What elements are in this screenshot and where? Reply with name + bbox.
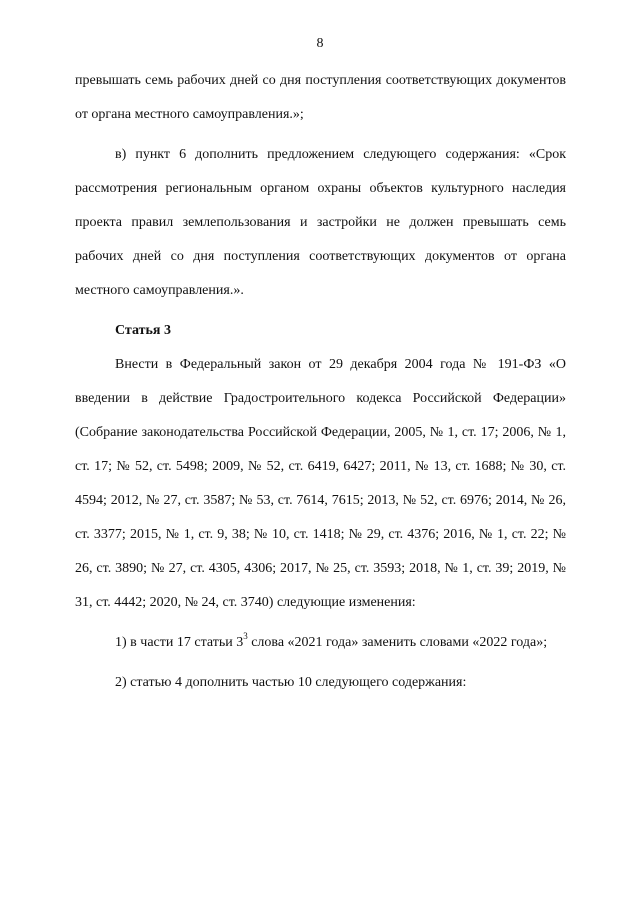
paragraph-item-1 [75,626,566,660]
page-number: 8 [316,36,324,51]
paragraph-item-2: 2) статью 4 дополнить частью 10 следующего содержания: [115,675,467,690]
article-heading: Статья 3 [115,323,171,338]
superscript-index: 3 [243,631,248,641]
paragraph-article-3-intro: Внести в Федеральный закон от 29 декабря 2004 года № 191-ФЗ «О введении в действие Градостроительного кодекса Российской Федерации» (Собрание законодательства Российской Федерации, 2005, № 1, ст. 17; 2006, № 1, ст. 17; № 52, ст. 5498; 2009, № 52, ст. 6419, 6427; 2011, № 13, ст. 1688; № 30, ст. 4594; 2012, № 27, ст. 3587; № 53, ст. 7614, 7615; 2013, № 52, ст. 6976; 2014, № 26, ст. 3377; 2015, № 1, ст. 9, 38; № 10, ст. 1418; № 29, ст. 4376; 2016, № 1, ст. 22; № 26, ст. 3890; № 27, ст. 4305, 4306; 2017, № 25, ст. 3593; 2018, № 1, ст. 39; 2019, № 31, ст. 4442; 2020, № 24, ст. 3740) следующие изменения: [75,357,566,610]
document-body [75,64,566,700]
item-1-text-end: слова «2021 года» заменить словами «2022 года»; [247,635,548,650]
paragraph-continuation: превышать семь рабочих дней со дня поступления соответствующих документов от органа местного самоуправления.»; [75,73,566,122]
paragraph-item-v: в) пункт 6 дополнить предложением следующего содержания: «Срок рассмотрения региональным органом охраны объектов культурного наследия проекта правил землепользования и застройки не должен превышать семь рабочих дней со дня поступления соответствующих документов от органа местного самоуправления.». [75,147,566,298]
item-1-text-start: 1) в части 17 статьи 3 [115,635,244,650]
